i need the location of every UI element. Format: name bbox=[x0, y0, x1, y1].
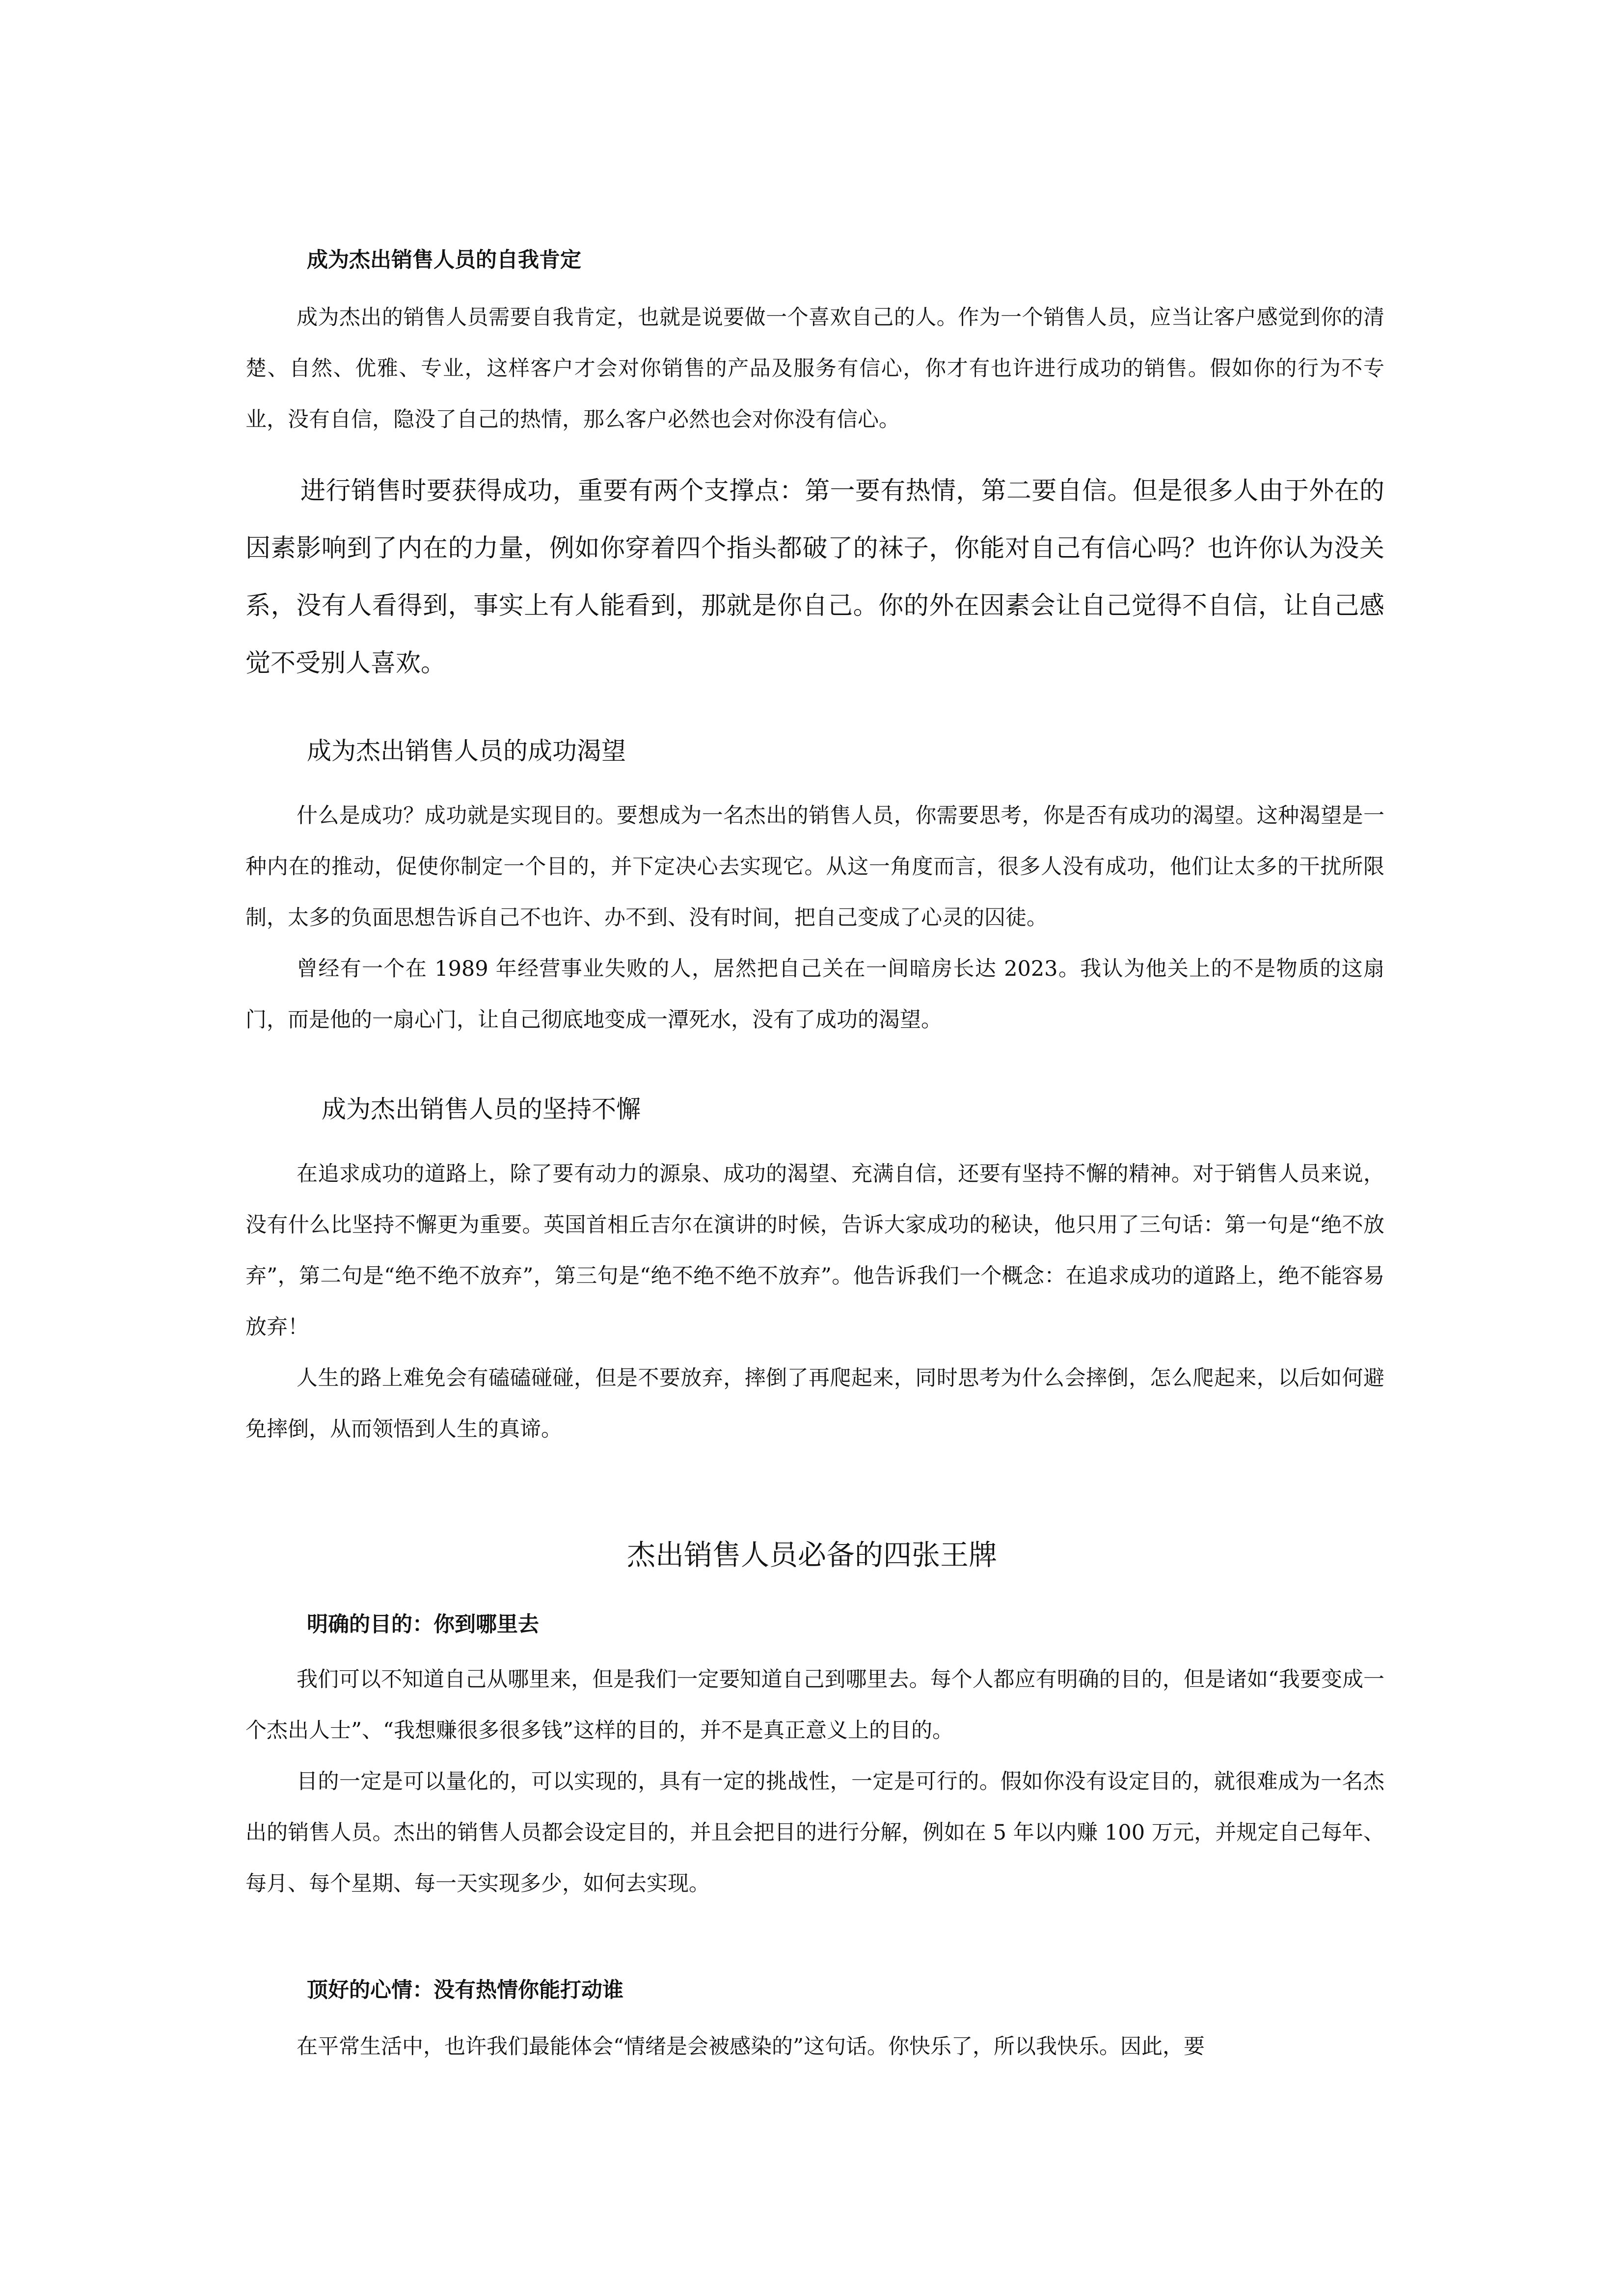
paragraph-block bbox=[245, 790, 1384, 1045]
paragraph-block bbox=[245, 1654, 1384, 1909]
paragraph: 在平常生活中，也许我们最能体会“情绪是会被感染的”这句话。你快乐了，所以我快乐。因此，要 bbox=[297, 2034, 1205, 2059]
paragraph: 进行销售时要获得成功，重要有两个支撑点：第一要有热情，第二要自信。但是很多人由于外在的因素影响到了内在的力量，例如你穿着四个指头都破了的袜子，你能对自己有信心吗？也许你认为没关系，没有人看得到，事实上有人能看到，那就是你自己。你的外在因素会让自己觉得不自信，让自己感觉不受别人喜欢。 bbox=[245, 477, 1384, 678]
paragraph: 在追求成功的道路上，除了要有动力的源泉、成功的渴望、充满自信，还要有坚持不懈的精神。对于销售人员来说，没有什么比坚持不懈更为重要。英国首相丘吉尔在演讲的时候，告诉大家成功的秘诀，他只用了三句话：第一句是“绝不放弃”，第二句是“绝不绝不放弃”，第三句是“绝不绝不绝不放弃”。他告诉我们一个概念：在追求成功的道路上，绝不能容易放弃！ bbox=[245, 1162, 1384, 1339]
section-heading: 成为杰出销售人员的坚持不懈 bbox=[322, 1095, 641, 1123]
paragraph: 我们可以不知道自己从哪里来，但是我们一定要知道自己到哪里去。每个人都应有明确的目的，但是诸如“我要变成一个杰出人士”、“我想赚很多很多钱”这样的目的，并不是真正意义上的目的。 bbox=[245, 1667, 1384, 1743]
paragraph: 成为杰出的销售人员需要自我肯定，也就是说要做一个喜欢自己的人。作为一个销售人员，应当让客户感觉到你的清楚、自然、优雅、专业，这样客户才会对你销售的产品及服务有信心，你才有也许进行成功的销售。假如你的行为不专业，没有自信，隐没了自己的热情，那么客户必然也会对你没有信心。 bbox=[245, 305, 1384, 432]
paragraph-block bbox=[245, 1148, 1384, 1455]
section-heading: 成为杰出销售人员的成功渴望 bbox=[307, 737, 626, 765]
paragraph-block bbox=[245, 462, 1384, 692]
section-heading: 成为杰出销售人员的自我肯定 bbox=[307, 248, 581, 272]
paragraph-block bbox=[245, 2021, 1384, 2072]
section-heading: 顶好的心情：没有热情你能打动谁 bbox=[307, 1978, 623, 2002]
paragraph: 目的一定是可以量化的，可以实现的，具有一定的挑战性，一定是可行的。假如你没有设定目的，就很难成为一名杰出的销售人员。杰出的销售人员都会设定目的，并且会把目的进行分解，例如在 5 年以内赚 100 万元，并规定自己每年、每月、每个星期、每一天实现多少，如何去实现。 bbox=[245, 1769, 1384, 1896]
paragraph: 人生的路上难免会有磕磕碰碰，但是不要放弃，摔倒了再爬起来，同时思考为什么会摔倒，怎么爬起来，以后如何避免摔倒，从而领悟到人生的真谛。 bbox=[245, 1366, 1384, 1442]
paragraph: 曾经有一个在 1989 年经营事业失败的人，居然把自己关在一间暗房长达 2023。我认为他关上的不是物质的这扇门，而是他的一扇心门，让自己彻底地变成一潭死水，没有了成功的渴望。 bbox=[245, 957, 1384, 1032]
section-heading: 明确的目的：你到哪里去 bbox=[307, 1612, 539, 1637]
main-title: 杰出销售人员必备的四张王牌 bbox=[626, 1538, 997, 1572]
paragraph-block bbox=[245, 292, 1384, 445]
paragraph: 什么是成功？成功就是实现目的。要想成为一名杰出的销售人员，你需要思考，你是否有成功的渴望。这种渴望是一种内在的推动，促使你制定一个目的，并下定决心去实现它。从这一角度而言，很多人没有成功，他们让太多的干扰所限制，太多的负面思想告诉自己不也许、办不到、没有时间，把自己变成了心灵的囚徒。 bbox=[245, 803, 1384, 930]
